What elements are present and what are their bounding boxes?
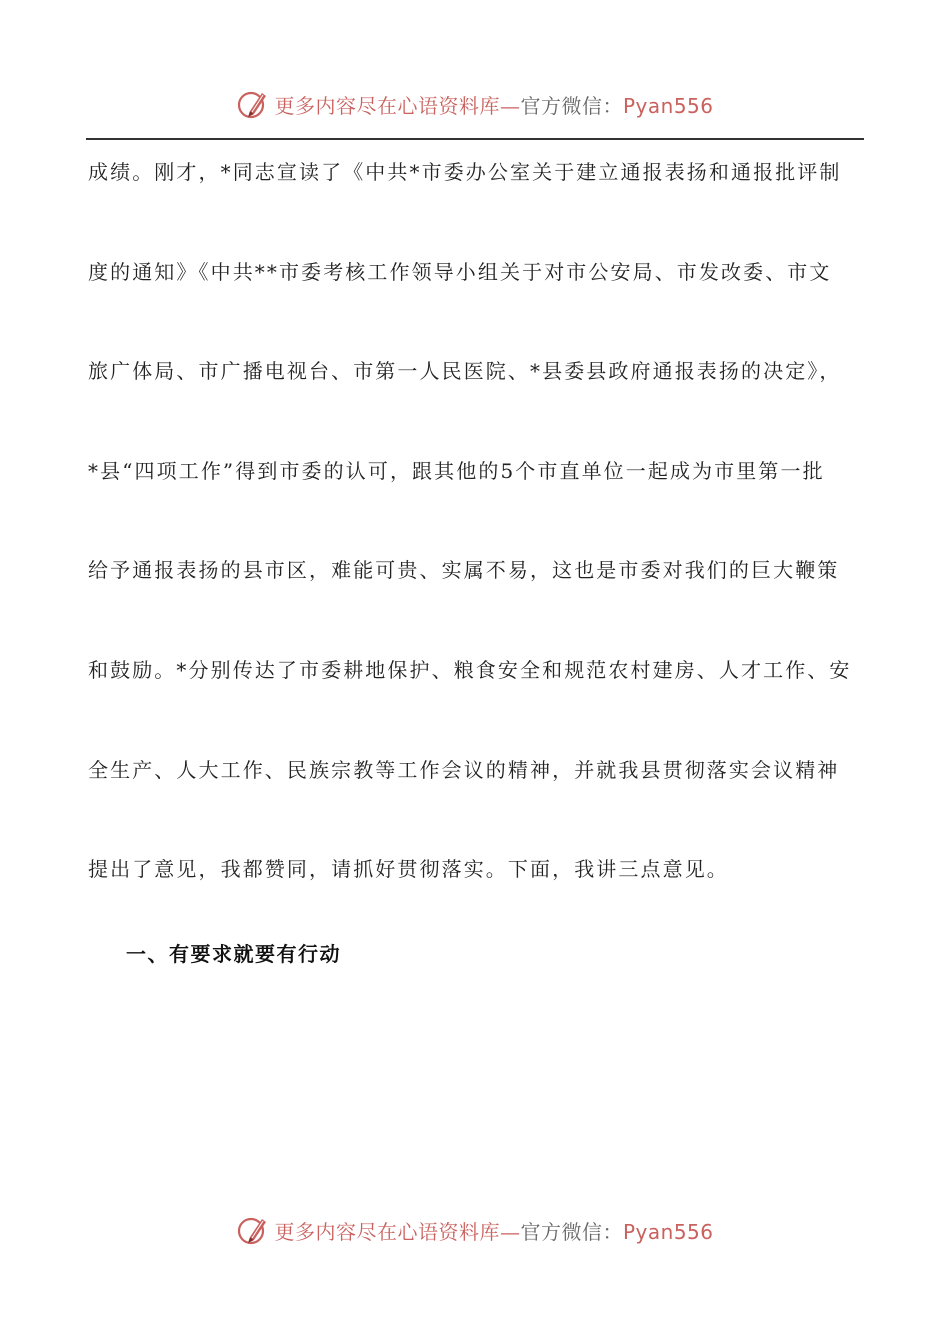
paragraph-line: 成绩。刚才，*同志宣读了《中共*市委办公室关于建立通报表扬和通报批评制 [88,160,842,184]
header-banner-separator: — [499,93,521,118]
paragraph-line: 全生产、人大工作、民族宗教等工作会议的精神，并就我县贯彻落实会议精神 [88,757,840,782]
footer-banner-separator: — [499,1219,521,1244]
paragraph-line: 旅广体局、市广播电视台、市第一人民医院、*县委县政府通报表扬的决定》， [88,359,842,384]
paragraph-line: 度的通知》《中共**市委考核工作领导小组关于对市公安局、市发改委、市文 [88,259,832,284]
header-banner-label: 官方微信： [520,93,623,118]
header-divider [86,138,864,140]
footer-banner-title: 更多内容尽在心语资料库 [274,1219,500,1244]
paragraph-line: 给予通报表扬的县市区，难能可贵、实属不易，这也是市委对我们的巨大鞭策 [88,558,840,583]
section-heading: 一、有要求就要有行动 [126,942,341,966]
pen-nib-logo-icon [236,87,270,121]
header-banner-title: 更多内容尽在心语资料库 [274,93,500,118]
paragraph-line: *县“四项工作”得到市委的认可，跟其他的5个市直单位一起成为市里第一批 [88,458,825,483]
footer-banner [0,1206,950,1254]
header-banner [0,80,950,128]
footer-banner-label: 官方微信： [520,1219,623,1244]
document-body [88,150,864,947]
paragraph-line: 提出了意见，我都赞同，请抓好贯彻落实。下面，我讲三点意见。 [88,857,729,882]
pen-nib-logo-icon [236,1213,270,1247]
paragraph-line: 和鼓励。*分别传达了市委耕地保护、粮食安全和规范农村建房、人才工作、安 [88,657,852,682]
header-banner-text [274,90,713,119]
header-banner-handle: Pyan556 [622,93,714,118]
footer-banner-text [274,1216,713,1245]
footer-banner-handle: Pyan556 [622,1219,714,1244]
